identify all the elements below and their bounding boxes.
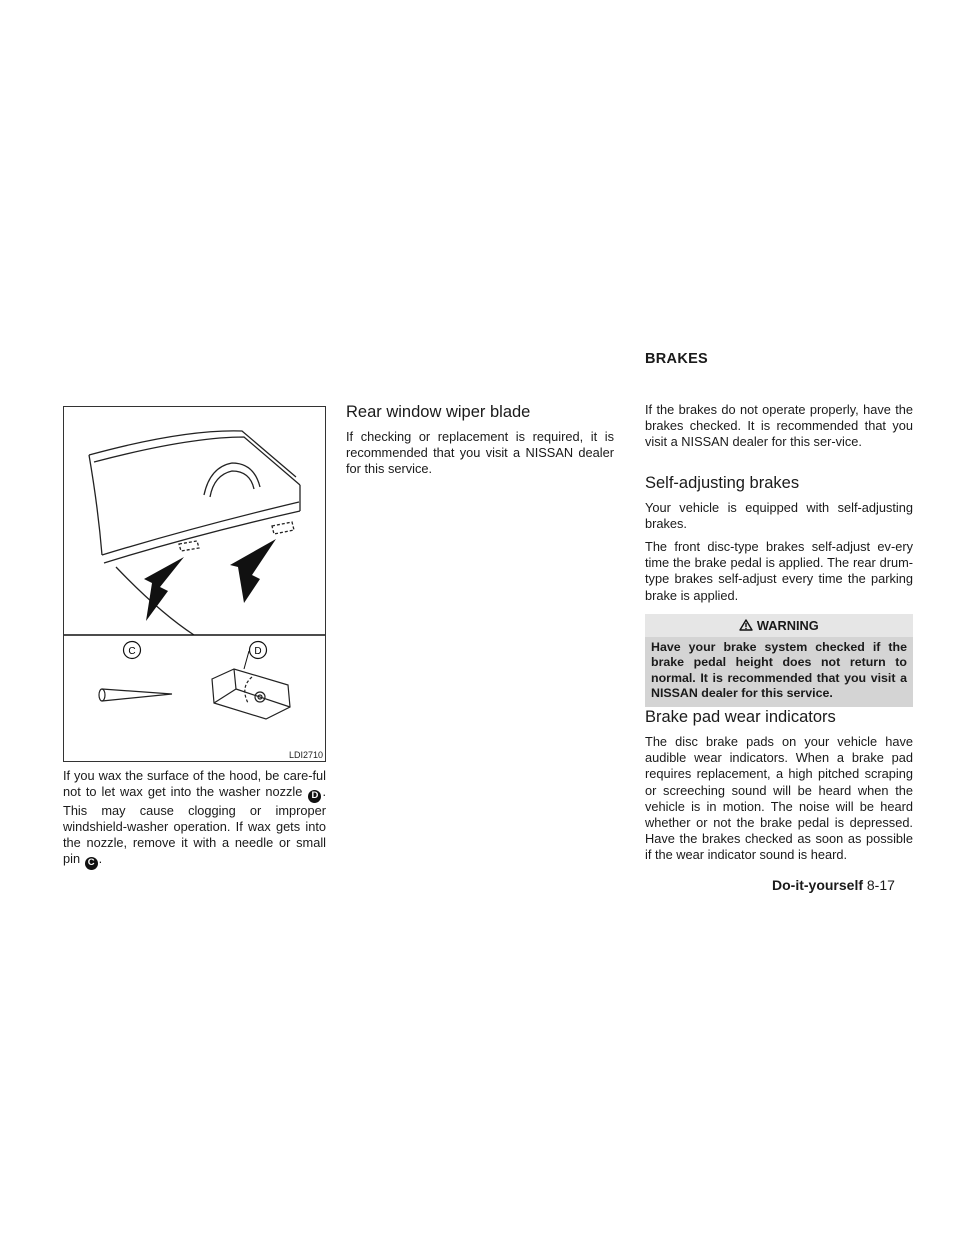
callout-d	[250, 642, 267, 659]
brakes-intro-paragraph: If the brakes do not operate properly, have the brakes checked. It is recommended that you visit a NISSAN dealer for this ser-vice.	[645, 402, 913, 450]
self-adjusting-heading: Self-adjusting brakes	[645, 474, 800, 492]
warning-box	[645, 614, 913, 707]
self-adjusting-paragraph-1: Your vehicle is equipped with self-adjusting brakes.	[645, 500, 913, 532]
wax-caution-paragraph	[63, 768, 326, 870]
badge-c-icon: C	[85, 857, 98, 870]
rear-wiper-heading: Rear window wiper blade	[346, 403, 531, 421]
warning-title: WARNING	[756, 618, 819, 633]
self-adjusting-paragraph-2: The front disc-type brakes self-adjust ev-ery time the brake pedal is applied. The rear drum-type brakes self-adjust every time the parking brake is applied.	[645, 539, 913, 603]
footer-chapter: Do-it-yourself	[772, 877, 863, 893]
warning-triangle-icon	[739, 619, 753, 631]
wax-text-end: .	[98, 851, 103, 867]
warning-text: Have your brake system checked if the brake pedal height does not return to normal. It is recommended that you visit a NISSAN dealer for this service.	[645, 637, 913, 707]
callout-c-label: C	[128, 646, 136, 657]
washer-nozzle	[212, 669, 290, 719]
figure-code: LDI2710	[288, 750, 323, 760]
callout-d-label: D	[254, 646, 262, 657]
warning-header	[645, 614, 913, 637]
footer-page-number: 8-17	[866, 877, 895, 893]
washer-nozzle-illustration	[63, 406, 326, 762]
callout-c	[124, 642, 141, 659]
wax-text-a: If you wax the surface of the hood, be care-ful not to let wax get into the washer nozzle	[63, 768, 326, 800]
brake-pad-heading: Brake pad wear indicators	[645, 708, 836, 726]
vehicle-rear-diagram	[64, 407, 325, 761]
needle-pin	[99, 689, 172, 701]
rear-wiper-paragraph: If checking or replacement is required, it is recommended that you visit a NISSAN dealer for this service.	[346, 429, 614, 477]
section-title: BRAKES	[645, 351, 709, 367]
wax-text-b: . This may cause clogging or improper windshield-washer operation. If wax gets into the nozzle, remove it with a needle or small pin	[63, 784, 326, 867]
page-footer	[772, 877, 895, 893]
brake-pad-paragraph: The disc brake pads on your vehicle have audible wear indicators. When a brake pad requires replacement, a high pitched scraping or screeching sound will be heard when the vehicle is in motion. The noise will be heard whether or not the brake pedal is depressed. Have the brakes checked as soon as possible if the wear indicator sound is heard.	[645, 734, 913, 863]
badge-d-icon: D	[308, 790, 321, 803]
